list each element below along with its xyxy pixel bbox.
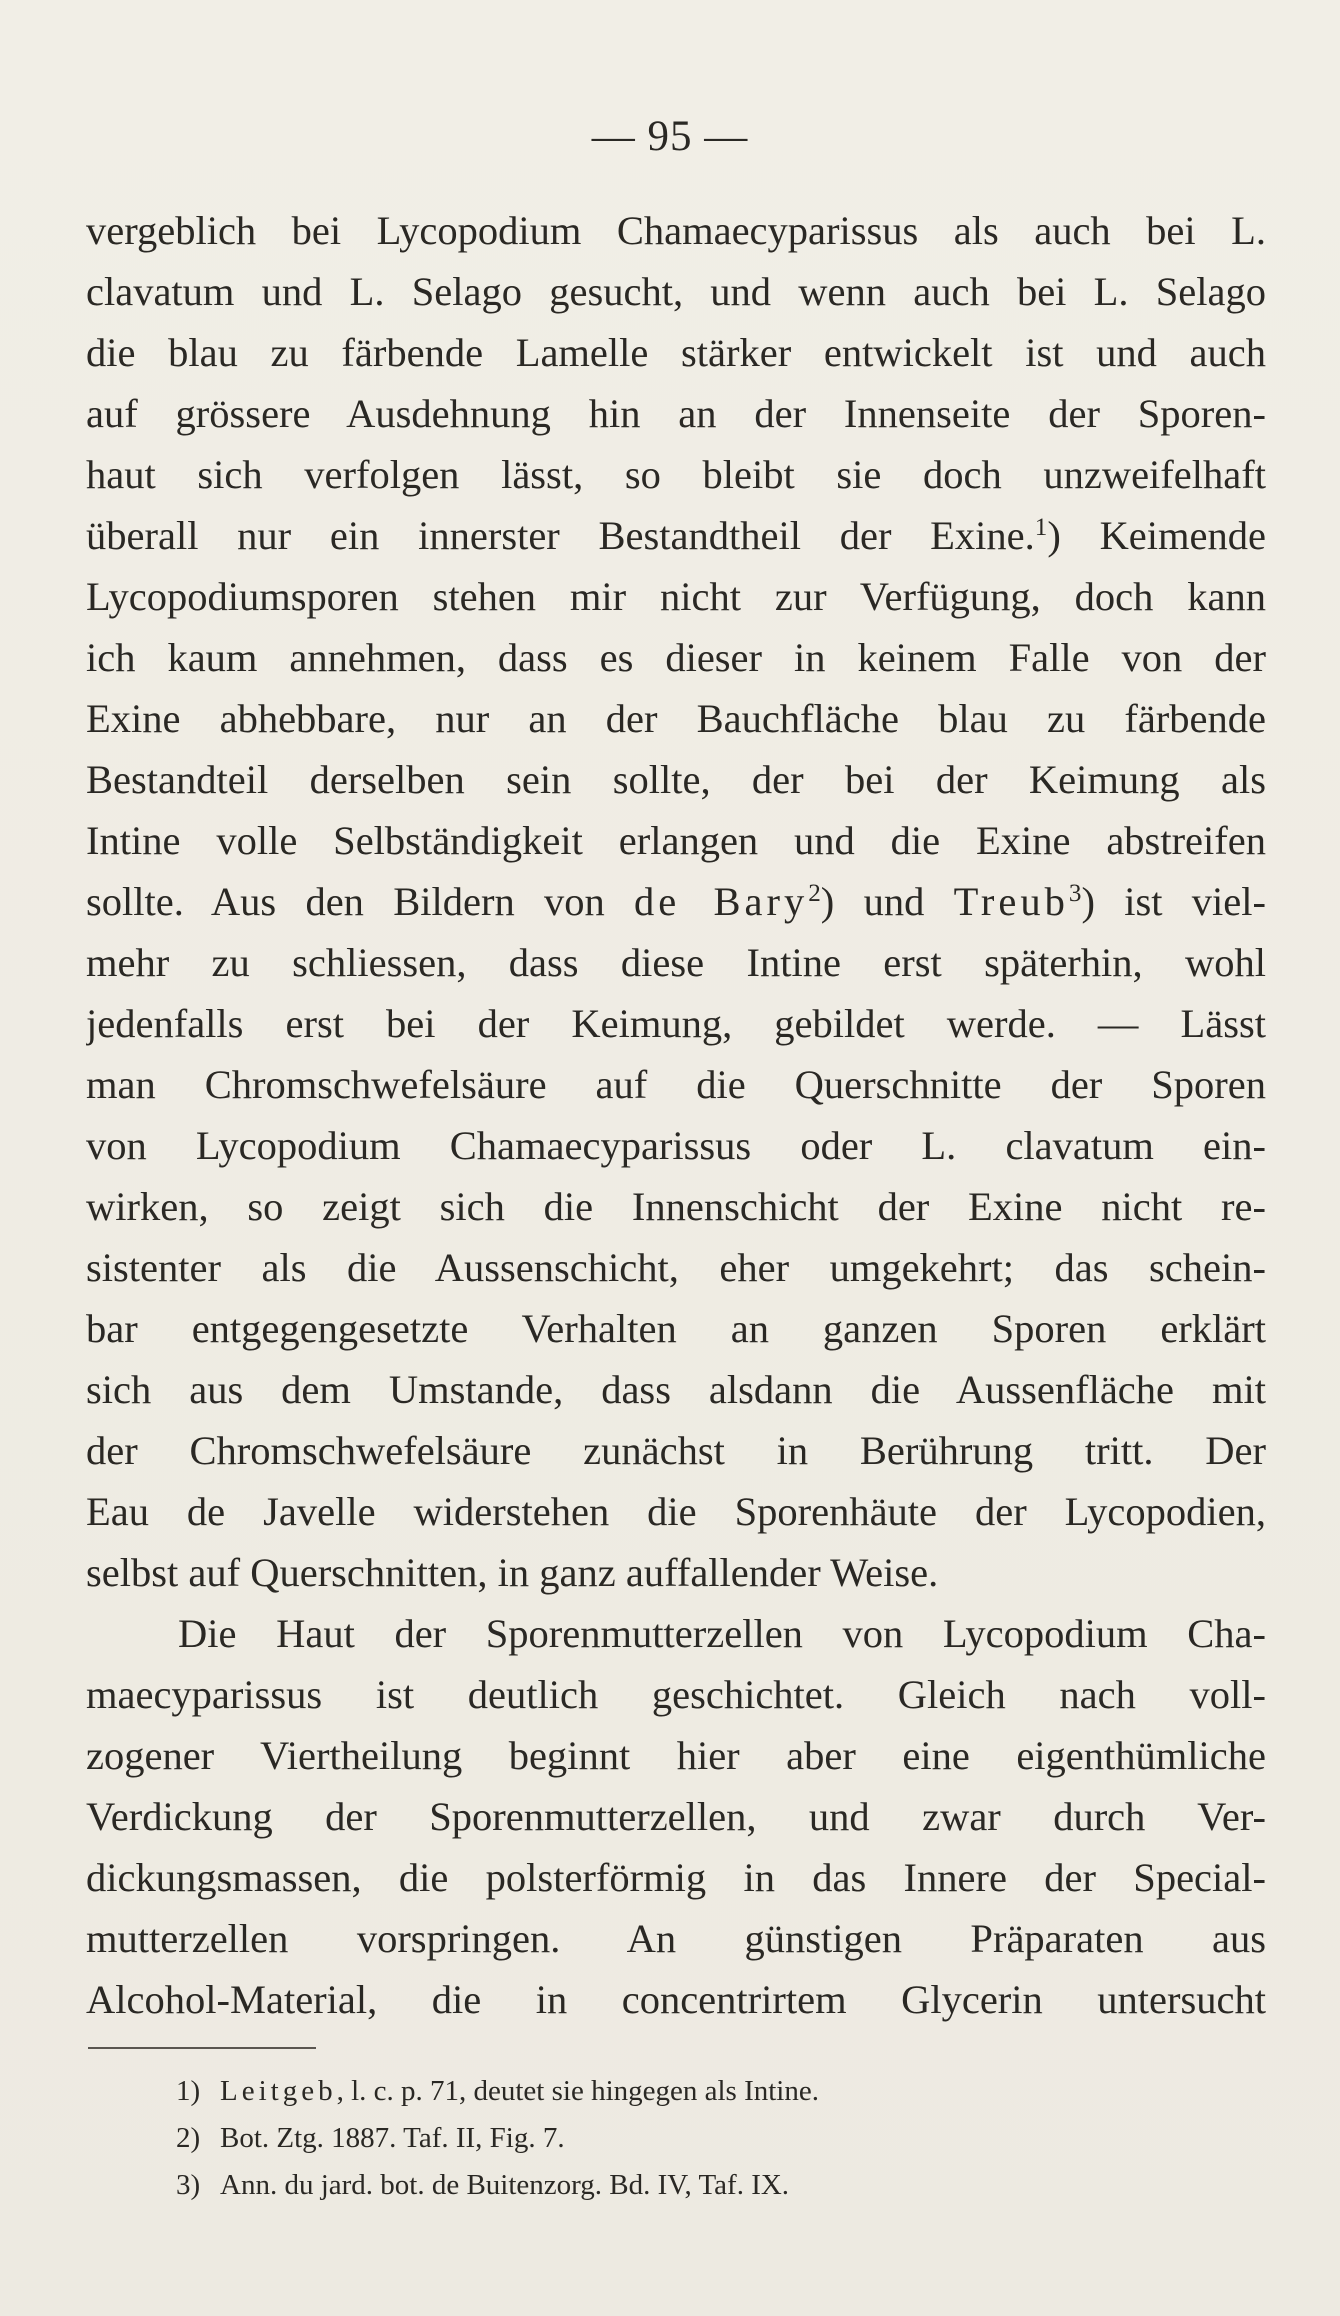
text-line: Lycopodiumsporen stehen mir nicht zur Verfügung, doch kann bbox=[86, 574, 1266, 619]
footnote-mark: 3 bbox=[1068, 880, 1082, 908]
text-segment: und bbox=[863, 879, 925, 924]
text-line: sistenter als die Aussenschicht, eher umgekehrt; das schein- bbox=[86, 1245, 1266, 1290]
footnote-number: 2) bbox=[176, 2122, 201, 2154]
text-line: Eau de Javelle widerstehen die Sporenhäute der Lycopodien, bbox=[86, 1489, 1266, 1534]
footnote bbox=[176, 2068, 1176, 2115]
footnote bbox=[176, 2162, 1176, 2209]
text-segment: sollte. Aus den Bildern von bbox=[86, 879, 605, 924]
text-line: man Chromschwefelsäure auf die Querschnitte der Sporen bbox=[86, 1062, 1266, 1107]
text-line: Intine volle Selbständigkeit erlangen und die Exine abstreifen bbox=[86, 818, 1266, 863]
text-line: selbst auf Querschnitten, in ganz auffallender Weise. bbox=[86, 1550, 939, 1595]
text-line: mutterzellen vorspringen. An günstigen Präparaten aus bbox=[86, 1916, 1266, 1961]
text-line: sollte. Aus den Bildern von de Bary$^2$) und Treub$^3$) ist viel- bbox=[86, 879, 1266, 924]
text-line: Verdickung der Sporenmutterzellen, und zwar durch Ver- bbox=[86, 1794, 1266, 1839]
author-name: Leitgeb bbox=[220, 2075, 337, 2107]
body-text bbox=[86, 200, 1266, 2030]
text-line: sich aus dem Umstande, dass alsdann die Aussenfläche mit bbox=[86, 1367, 1266, 1412]
page-number: — 95 — bbox=[591, 113, 749, 160]
text-segment: überall nur ein innerster Bestandtheil der Exine. bbox=[86, 513, 1035, 558]
text-line: wirken, so zeigt sich die Innenschicht der Exine nicht re- bbox=[86, 1184, 1266, 1229]
author-name: de Bary bbox=[634, 879, 809, 924]
footnote-mark: 1 bbox=[1034, 514, 1048, 542]
footnotes bbox=[176, 2068, 1176, 2209]
footnote-number: 1) bbox=[176, 2075, 201, 2107]
footnote-number: 3) bbox=[176, 2169, 201, 2201]
text-line: vergeblich bei Lycopodium Chamaecyparissus als auch bei L. bbox=[86, 208, 1266, 253]
text-line: von Lycopodium Chamaecyparissus oder L. clavatum ein- bbox=[86, 1123, 1266, 1168]
text-line: haut sich verfolgen lässt, so bleibt sie doch unzweifelhaft bbox=[86, 452, 1266, 497]
footnote-text: , l. c. p. 71, deutet sie hingegen als Intine. bbox=[336, 2075, 819, 2107]
text-line: die blau zu färbende Lamelle stärker entwickelt ist und auch bbox=[86, 330, 1266, 375]
text-line: der Chromschwefelsäure zunächst in Berührung tritt. Der bbox=[86, 1428, 1266, 1473]
text-line: maecyparissus ist deutlich geschichtet. Gleich nach voll- bbox=[86, 1672, 1266, 1717]
text-line: clavatum und L. Selago gesucht, und wenn auch bei L. Selago bbox=[86, 269, 1266, 314]
text-line: bar entgegengesetzte Verhalten an ganzen Sporen erklärt bbox=[86, 1306, 1266, 1351]
text-line: auf grössere Ausdehnung hin an der Innenseite der Sporen- bbox=[86, 391, 1266, 436]
text-line: ich kaum annehmen, dass es dieser in keinem Falle von der bbox=[86, 635, 1266, 680]
text-line: dickungsmassen, die polsterförmig in das Innere der Special- bbox=[86, 1855, 1266, 1900]
footnote-text: Ann. du jard. bot. de Buitenzorg. Bd. IV, Taf. IX. bbox=[220, 2169, 790, 2201]
footnote-mark: 2 bbox=[808, 880, 821, 908]
text-line: jedenfalls erst bei der Keimung, gebildet werde. — Lässt bbox=[86, 1001, 1266, 1046]
text-line: Alcohol-Material, die in concentrirtem Glycerin untersucht bbox=[86, 1977, 1266, 2022]
text-line: überall nur ein innerster Bestandtheil der Exine.$^1$) Keimende bbox=[86, 513, 1266, 558]
text-line: Exine abhebbare, nur an der Bauchfläche blau zu färbende bbox=[86, 696, 1266, 741]
text-segment: ist viel- bbox=[1124, 879, 1266, 924]
footnote-divider bbox=[88, 2047, 316, 2049]
text-line: Die Haut der Sporenmutterzellen von Lycopodium Cha- bbox=[178, 1611, 1266, 1656]
text-line: zogener Viertheilung beginnt hier aber eine eigenthümliche bbox=[86, 1733, 1266, 1778]
text-line: mehr zu schliessen, dass diese Intine erst späterhin, wohl bbox=[86, 940, 1266, 985]
text-line: Bestandteil derselben sein sollte, der bei der Keimung als bbox=[86, 757, 1266, 802]
text-segment: Keimende bbox=[1099, 513, 1266, 558]
footnote-text: Bot. Ztg. 1887. Taf. II, Fig. 7. bbox=[220, 2122, 565, 2154]
footnote bbox=[176, 2115, 1176, 2162]
author-name: Treub bbox=[953, 879, 1069, 924]
